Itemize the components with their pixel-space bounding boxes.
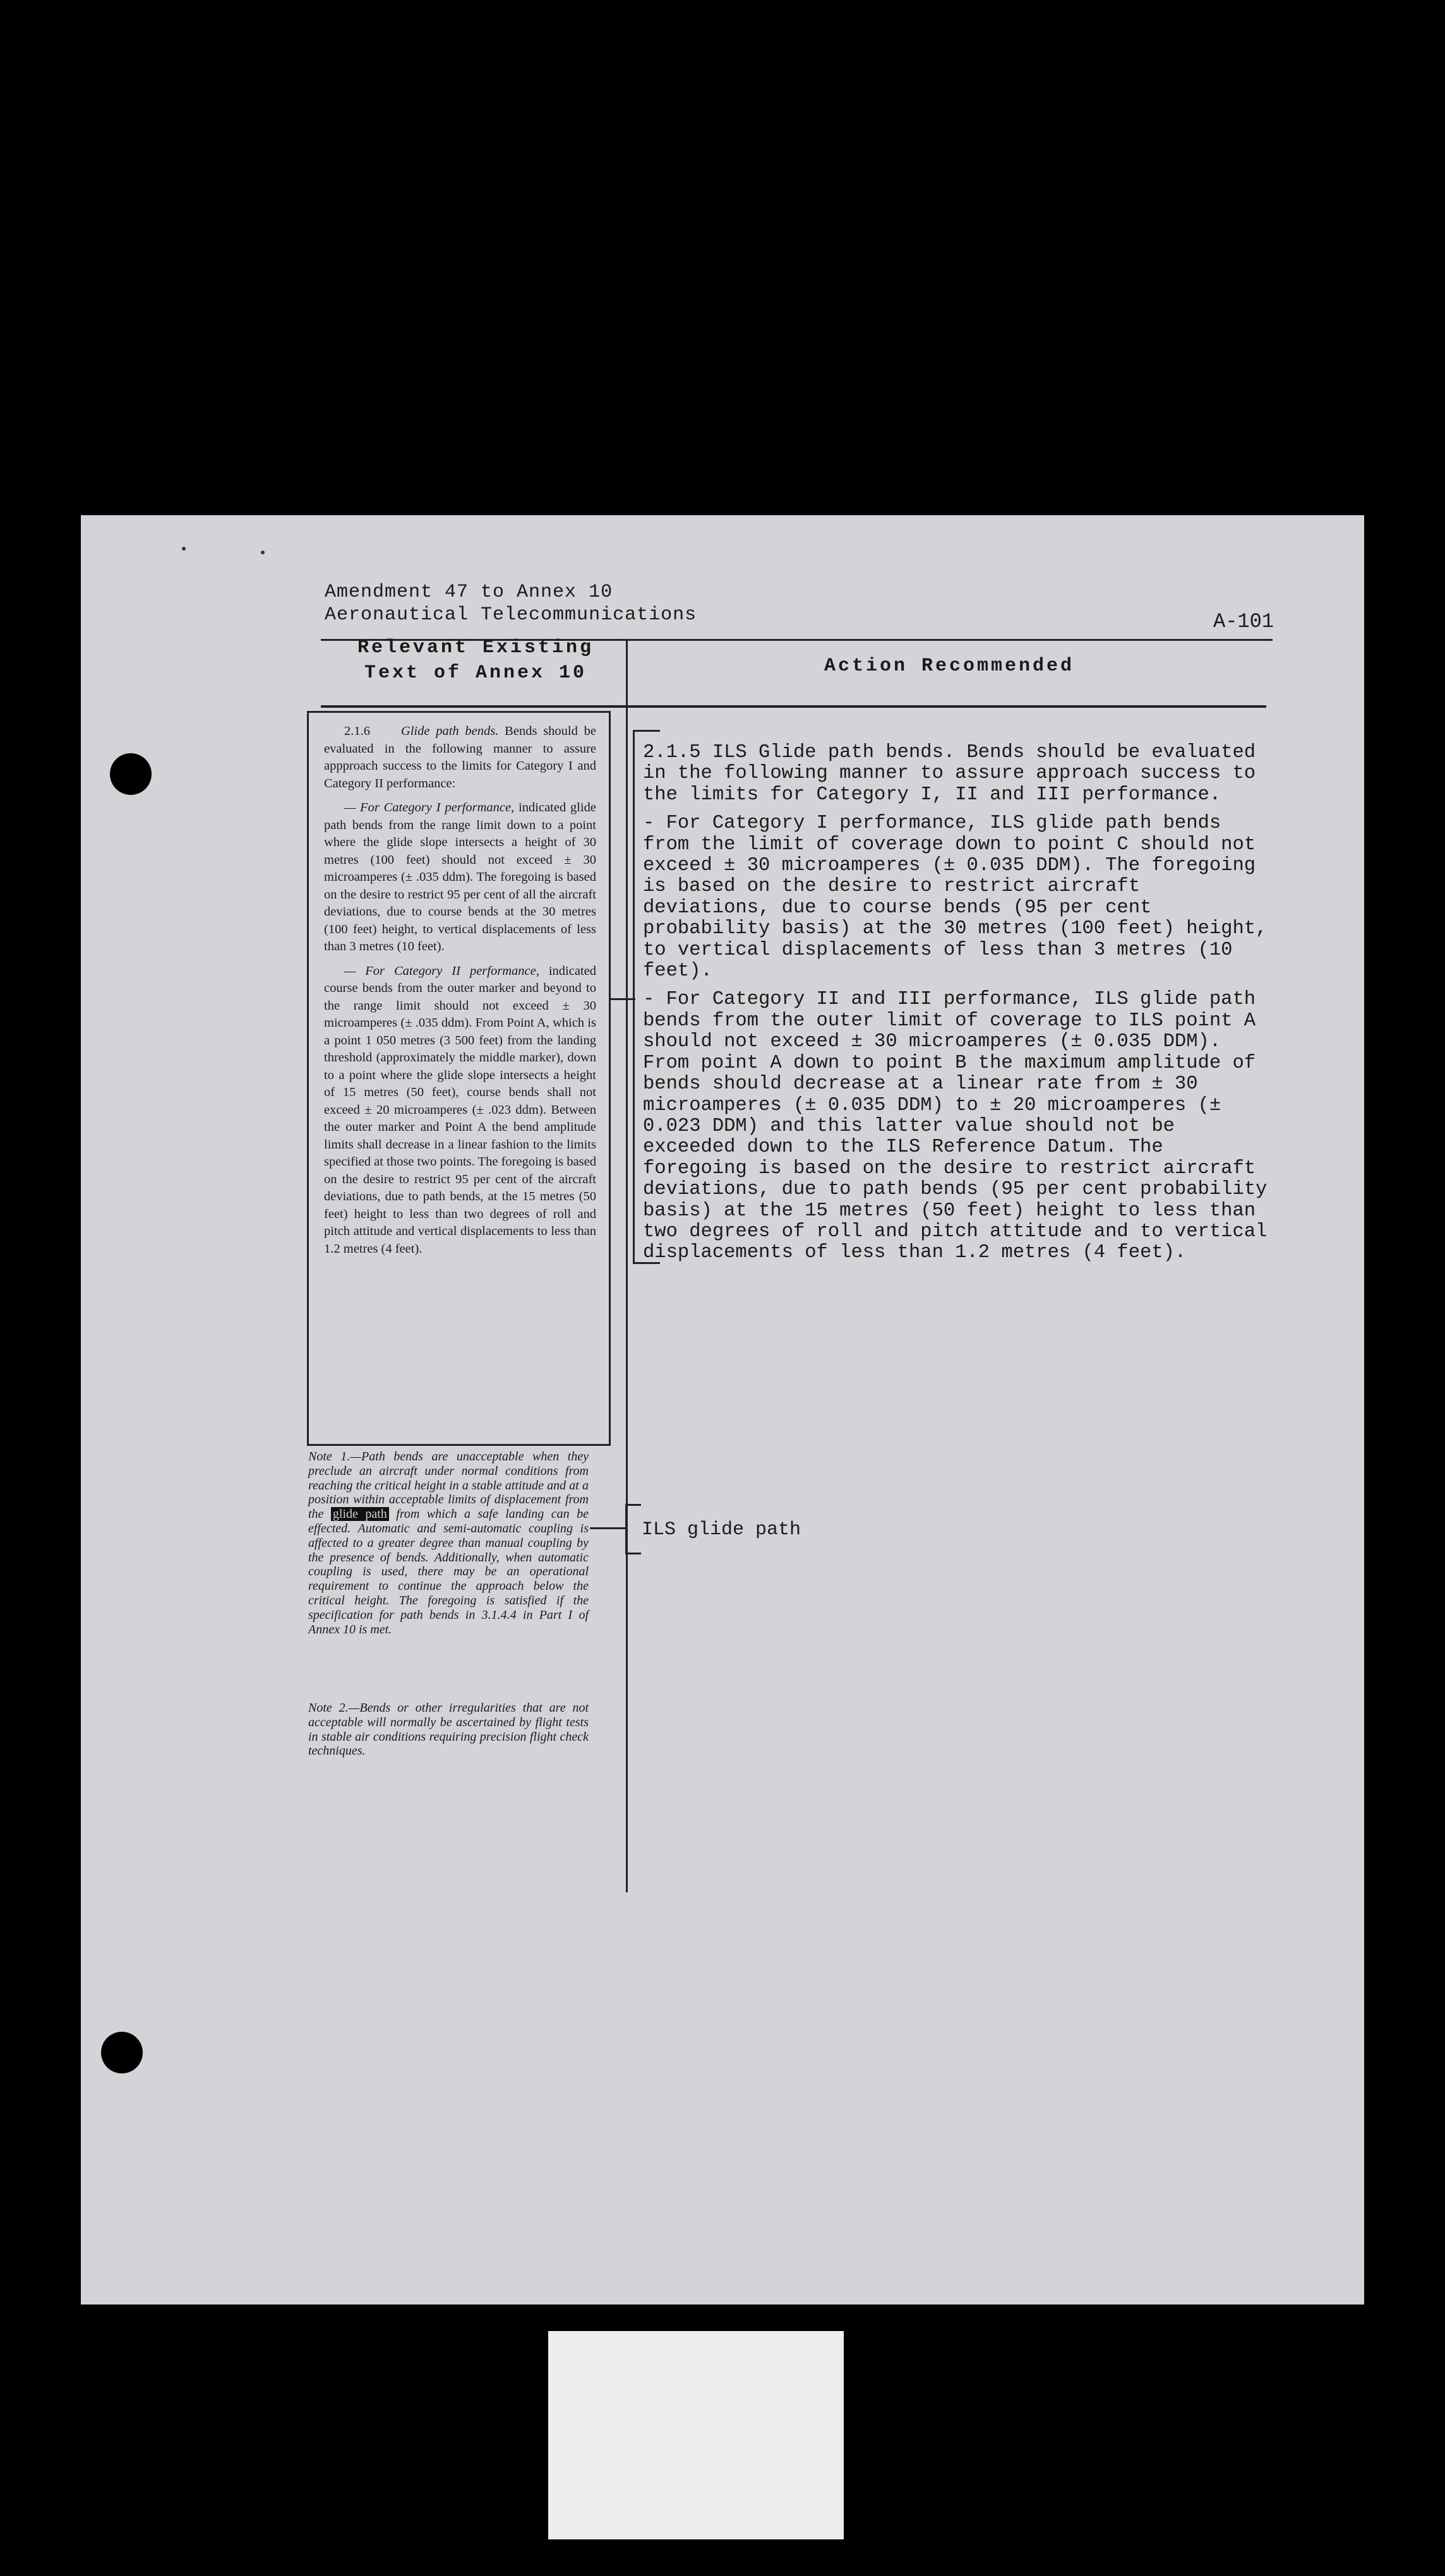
left-column-heading (327, 635, 624, 686)
document-page (81, 515, 1364, 2305)
rec-cat1: - For Category I performance, ILS glide path bends from the limit of coverage down to point C should not exceed ± 30 microamperes (± 0.035 DDM). The foregoing is based on the desire to restrict aircraft deviations, due to course bends (95 per cent probability basis) at the 30 metres (100 feet) height, to vertical displacements of less than 3 metres (10 feet). (643, 813, 1268, 982)
speck (261, 551, 265, 554)
glide-path-replacement: ILS glide path (642, 1519, 801, 1541)
header-publication: Aeronautical Telecommunications (325, 604, 697, 626)
speck (182, 547, 186, 551)
left-heading-line2: Text of Annex 10 (364, 662, 587, 684)
cat2-lead: — For Category II performance, (344, 963, 539, 978)
link-line (590, 1527, 628, 1529)
note1-text-a: Note 1.—Path bends are unacceptable when they preclude an aircraft under normal conditions from reaching the critical height in a stable attitude and at a position within acceptable limits of displacement from the (308, 1450, 589, 1522)
rec-para-2-1-5: 2.1.5 ILS Glide path bends. Bends should be evaluated in the following manner to assure approach success to the limits for Category I, II and III performance. (643, 742, 1256, 806)
cat2-body: indicated course bends from the outer marker and beyond to the range limit should not exceed ± 30 microamperes (± .035 ddm). From Point A, which is a point 1 050 metres (3 500 feet) from the landing threshold (approximately the middle marker), down to a point where the glide slope intersects a height of 15 metres (50 feet), course bends shall not exceed ± 20 microamperes (± .023 ddm). Between the outer marker and Point A the bend amplitude limits shall decrease in a linear fashion to the limits specified at those two points. The foregoing is based on the desire to restrict 95 per cent of the aircraft deviations, due to path bends, at the 15 metres (50 feet) height to less than two degrees of roll and pitch attitude and vertical displacements to less than 1.2 metres (4 feet). (324, 963, 596, 1256)
rec-cat2-3: - For Category II and III performance, ILS glide path bends from the outer limit of coverage to ILS point A should not exceed ± 30 microamperes (± 0.035 DDM). From point A down to point B the maximum amplitude of bends should decrease at a linear rate from ± 30 microamperes (± 0.035 DDM) to ± 20 microamperes (± 0.023 DDM) and this latter value should not be exceeded down to the ILS Reference Datum. The foregoing is based on the desire to restrict aircraft deviations, due to path bends (95 per cent probability basis) at the 15 metres (50 feet) height to less than two degrees of roll and pitch attitude and to vertical displacements of less than 1.2 metres (4 feet). (643, 989, 1268, 1264)
para-body: Bends should be evaluated in the following manner to assure appproach success to the limits for Category I and Category II performance: (324, 724, 596, 790)
punch-hole (110, 753, 152, 795)
note1-highlight: glide path (331, 1507, 389, 1521)
header-amendment: Amendment 47 to Annex 10 (325, 581, 613, 603)
link-line (610, 998, 635, 1000)
column-divider (626, 639, 628, 1892)
cat2-paragraph (324, 963, 596, 1258)
left-heading-line1: Relevant Existing (357, 637, 594, 659)
para-2-1-6 (324, 723, 596, 792)
existing-text-box (307, 711, 611, 1446)
cat1-paragraph (324, 799, 596, 956)
note1-text-b: from which a safe landing can be effected. Automatic and semi-automatic coupling is affected to a greater degree than manual coupling by the presence of bends. Additionally, when automatic coupling is used, there may be an operational requirement to continue the approach below the critical height. The foregoing is satisfied if the specification for path bends in 3.1.4.4 in Part I of Annex 10 is met. (308, 1507, 589, 1637)
cat1-body: indicated glide path bends from the range limit down to a point where the glide slope intersects a height of 30 metres (100 feet) should not exceed ± 30 microamperes (± .035 ddm). The foregoing is based on the desire to restrict 95 per cent of all the aircraft deviations, due to course bends at the 30 metres (100 feet) height, to vertical displacements of less than 3 metres (10 feet). (324, 801, 597, 953)
right-column-heading: Action Recommended (824, 655, 1075, 677)
note-1 (308, 1450, 589, 1637)
note-2: Note 2.—Bends or other irregularities that are not acceptable will normally be ascertained by flight tests in stable air conditions requiring precision flight check techniques. (308, 1701, 589, 1758)
recommended-text (643, 742, 1274, 1272)
punch-hole (101, 2032, 143, 2073)
cat1-lead: — For Category I performance, (344, 801, 515, 814)
change-bracket (625, 1504, 641, 1554)
para-number: 2.1.6 (344, 724, 370, 738)
para-title: Glide path bends. (400, 724, 499, 738)
target-card (548, 2331, 844, 2539)
page-number: A-101 (1213, 610, 1274, 633)
column-heading-rule (321, 705, 1266, 708)
